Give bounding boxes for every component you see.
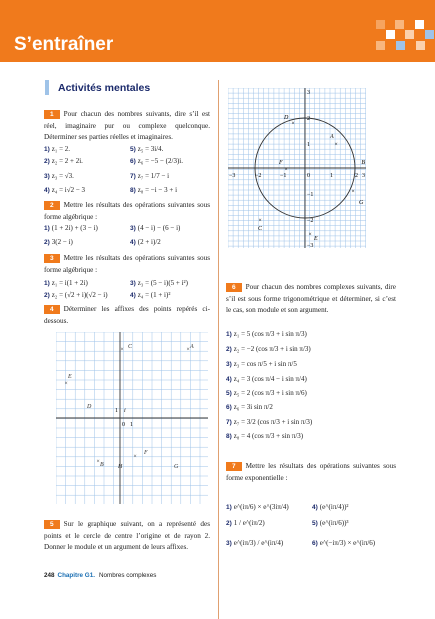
ex1-item: 4) z₄ = i√2 − 3 bbox=[44, 186, 86, 194]
point-label-F: F bbox=[144, 450, 148, 456]
page-header bbox=[0, 0, 435, 62]
ex3-item: 1) z₁ = i(1 + 2i) bbox=[44, 279, 88, 287]
exercise-7-text: 7 Mettre les résultats des opérations suivantes sous forme exponentielle : bbox=[226, 462, 396, 482]
point-label-B: B bbox=[100, 462, 104, 468]
decor-square bbox=[416, 41, 425, 50]
point-label-D: D bbox=[284, 115, 289, 121]
ex6-item: 8) z₈ = 4 (cos π/3 + sin π/3) bbox=[226, 432, 304, 440]
page-number: 248 bbox=[44, 572, 55, 579]
point-marker: × bbox=[186, 347, 191, 353]
point-marker: × bbox=[284, 167, 289, 173]
tick-x: −1 bbox=[280, 173, 287, 179]
tick-x: 3 bbox=[362, 173, 365, 179]
column-divider bbox=[218, 575, 219, 619]
exercise-4-text: 4 Déterminer les affixes des points repérés ci-dessous. bbox=[44, 305, 210, 325]
ex6-item: 2) z₂ = −2 (cos π/3 + i sin π/3) bbox=[226, 345, 311, 353]
exercise-3-text: 3 Mettre les résultats des opérations suivantes sous forme algébrique : bbox=[44, 254, 210, 274]
point-label-A: A bbox=[190, 344, 194, 350]
tick-y: −2 bbox=[307, 218, 314, 224]
decor-square bbox=[396, 41, 405, 50]
exercise-1-text: 1 Pour chacun des nombres suivants, dire s’il est réel, imaginaire pur ou complexe quelconque. Déterminer ses parties réelles et imaginaires. bbox=[44, 110, 210, 141]
exercise-2-text: 2 Mettre les résultats des opérations suivantes sous forme algébrique : bbox=[44, 201, 210, 221]
point-marker: × bbox=[351, 189, 356, 195]
tick-y: 1 bbox=[307, 142, 310, 148]
point-label-E: E bbox=[314, 236, 318, 242]
decor-square bbox=[395, 20, 404, 29]
column-divider bbox=[218, 80, 219, 575]
tick-x: 1 bbox=[330, 173, 333, 179]
tick-y: 2 bbox=[307, 116, 310, 122]
point-marker: × bbox=[334, 142, 339, 148]
decor-square bbox=[405, 30, 414, 39]
right-coordinate-grid bbox=[228, 88, 366, 248]
section-marker bbox=[45, 80, 49, 95]
exercise-6-text: 6 Pour chacun des nombres complexes suivants, dire s’il est sous forme trigonométrique et déterminer, si c’est le cas, son module et son argument. bbox=[226, 283, 396, 314]
point-marker: × bbox=[258, 218, 263, 224]
tick-x: 0 bbox=[307, 173, 310, 179]
point-marker: × bbox=[96, 459, 101, 465]
left-coordinate-grid bbox=[56, 332, 208, 504]
ex1-item: 3) z₃ = √3. bbox=[44, 172, 74, 180]
exercise-number: 1 bbox=[44, 110, 60, 119]
ex3-item: 3) z₃ = (5 − i)(5 + i²) bbox=[130, 279, 188, 287]
chapter-label: Chapitre G1. bbox=[57, 572, 95, 579]
point-label-G: G bbox=[359, 200, 364, 206]
point-label-H: H bbox=[118, 464, 123, 470]
ex6-item: 1) z₁ = 5 (cos π/3 + i sin π/3) bbox=[226, 330, 307, 338]
ex7-item: 3) e^(iπ/3) / e^(iπ/4) bbox=[226, 539, 284, 547]
tick-x: −2 bbox=[255, 173, 262, 179]
origin-label: 0 bbox=[122, 422, 125, 428]
ex2-item: 3) (4 − i) − (6 − i) bbox=[130, 224, 181, 232]
ex1-item: 6) z₆ = −5 − (2/3)i. bbox=[130, 157, 183, 165]
point-marker: × bbox=[120, 347, 125, 353]
ex6-item: 7) z₇ = 3/2 (cos π/3 + i sin π/3) bbox=[226, 418, 313, 426]
ex2-item: 4) (2 + i)/2 bbox=[130, 238, 161, 246]
tick-x: −3 bbox=[229, 173, 236, 179]
exercise-5-text: 5 Sur le graphique suivant, on a représenté des points et le cercle de centre l’origine et de rayon 2. Donner le module et un argument de leurs affixes. bbox=[44, 520, 210, 551]
point-label-A: A bbox=[330, 134, 334, 140]
ex7-item: 1) e^(iπ/6) × e^(3iπ/4) bbox=[226, 503, 289, 511]
ex6-item: 4) z₄ = 3 (cos π/4 − i sin π/4) bbox=[226, 375, 307, 383]
decor-square bbox=[415, 20, 424, 29]
imaginary-unit-label: i bbox=[124, 408, 126, 414]
ex1-item: 7) z₇ = 1/7 − i bbox=[130, 172, 170, 180]
point-label-F: F bbox=[279, 160, 283, 166]
exercise-number: 3 bbox=[44, 254, 60, 263]
exercise-number: 6 bbox=[226, 283, 242, 292]
ex3-item: 2) z₂ = (√2 + i)(√2 − i) bbox=[44, 291, 108, 299]
ex7-item: 5) (e^(iπ/6))³ bbox=[312, 519, 349, 527]
decor-square bbox=[376, 20, 385, 29]
ex6-item: 5) z₅ = 2 (cos π/3 + i sin π/6) bbox=[226, 389, 307, 397]
point-marker: × bbox=[308, 232, 313, 238]
ex1-item: 8) z₈ = −i − 3 + i bbox=[130, 186, 178, 194]
point-label-C: C bbox=[128, 344, 133, 350]
ex1-item: 5) z₅ = 3i/4. bbox=[130, 145, 164, 153]
exercise-number: 4 bbox=[44, 305, 60, 314]
ex7-item: 2) 1 / e^(iπ/2) bbox=[226, 519, 265, 527]
tick-y: 3 bbox=[307, 90, 310, 96]
decor-square bbox=[386, 30, 395, 39]
ex1-item: 1) z₁ = 2. bbox=[44, 145, 71, 153]
exercise-number: 7 bbox=[226, 462, 242, 471]
ex3-item: 4) z₄ = (1 + i)² bbox=[130, 291, 171, 299]
ex7-item: 6) e^(−iπ/3) × e^(iπ/6) bbox=[312, 539, 376, 547]
ex1-item: 2) z₂ = 2 + 2i. bbox=[44, 157, 83, 165]
tick-x: 2 bbox=[355, 173, 358, 179]
tick-y: −1 bbox=[307, 192, 314, 198]
point-marker: × bbox=[64, 381, 69, 387]
page-title: S’entraîner bbox=[14, 34, 114, 55]
ex2-item: 2) 3(2 − i) bbox=[44, 238, 73, 246]
point-label-E: E bbox=[68, 374, 72, 380]
ex6-item: 6) z₆ = 3i sin π/2 bbox=[226, 403, 273, 411]
point-label-B: B bbox=[361, 160, 365, 166]
page-footer bbox=[44, 572, 156, 579]
point-label-C: C bbox=[258, 226, 263, 232]
ex6-item: 3) z₃ = cos π/5 + i sin π/5 bbox=[226, 360, 297, 368]
ex7-item: 4) (e^(iπ/4))² bbox=[312, 503, 349, 511]
point-marker: × bbox=[133, 454, 138, 460]
point-label-G: G bbox=[174, 464, 179, 470]
point-marker: × bbox=[291, 121, 296, 127]
decor-square bbox=[376, 41, 385, 50]
ex2-item: 1) (1 + 2i) + (3 − i) bbox=[44, 224, 98, 232]
section-title: Activités mentales bbox=[58, 82, 151, 94]
decor-square bbox=[425, 30, 434, 39]
point-label-D: D bbox=[87, 404, 92, 410]
chapter-name: Nombres complexes bbox=[98, 572, 157, 579]
exercise-number: 2 bbox=[44, 201, 60, 210]
tick-y: −3 bbox=[307, 243, 314, 248]
exercise-number: 5 bbox=[44, 520, 60, 529]
x-unit-label: 1 bbox=[130, 422, 133, 428]
y-unit-label: 1 bbox=[115, 408, 118, 414]
